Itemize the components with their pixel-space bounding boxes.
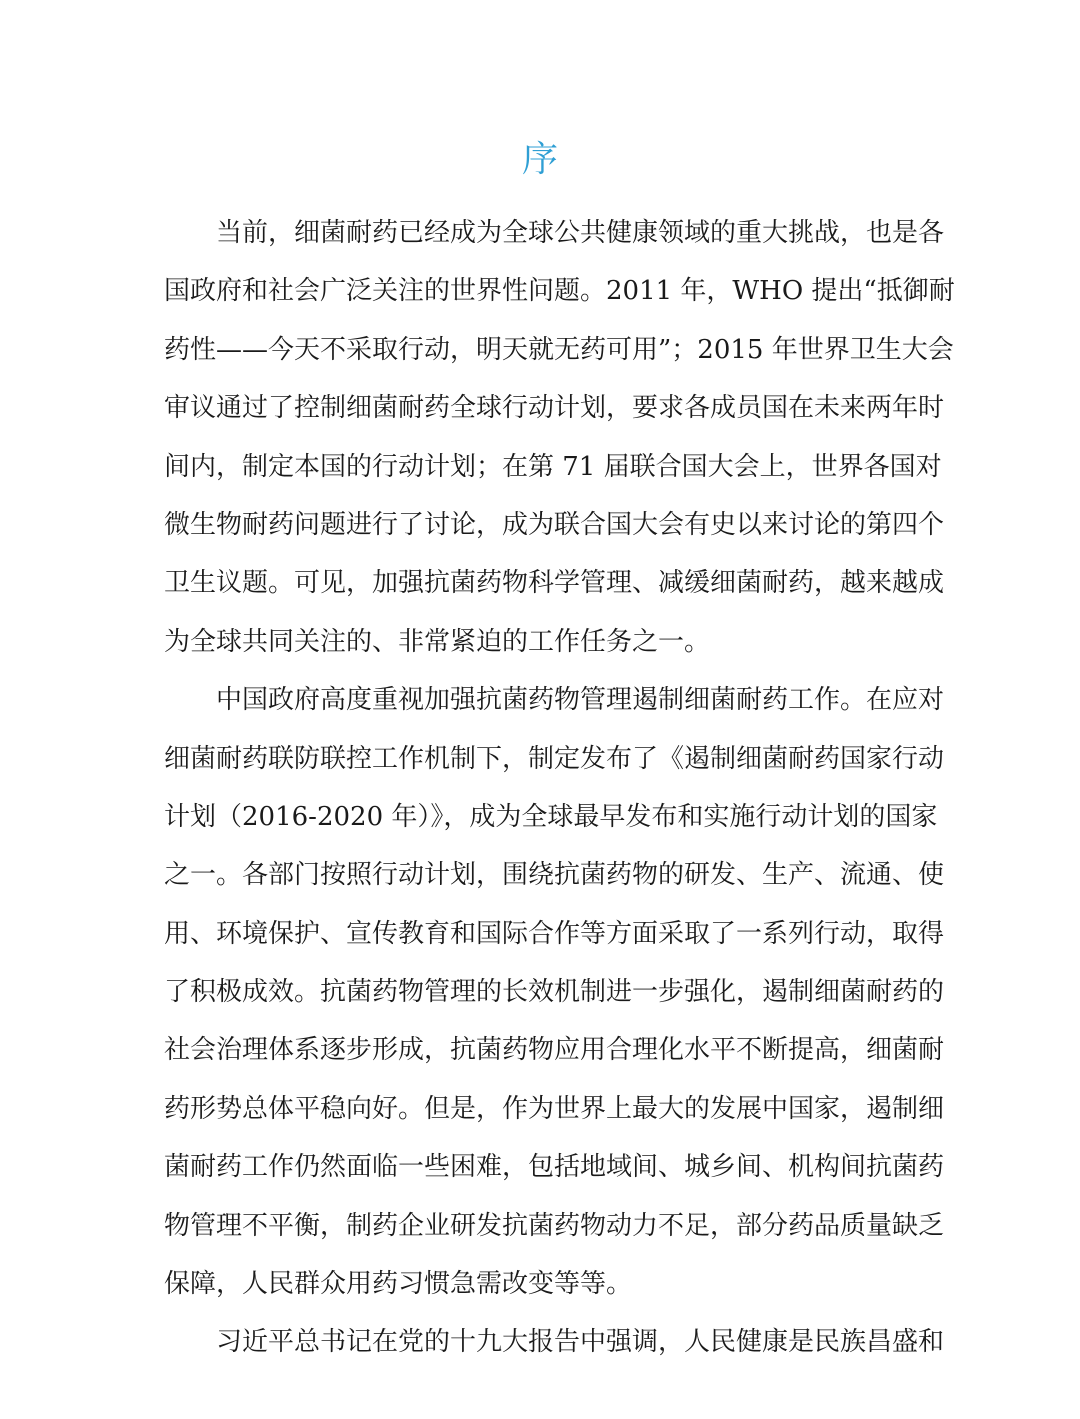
text-line: 保障，人民群众用药习惯急需改变等等。 [164, 1269, 633, 1300]
text-line: 中国政府高度重视加强抗菌药物管理遏制细菌耐药工作。在应对 [164, 685, 945, 716]
text-line: 用、环境保护、宣传教育和国际合作等方面采取了一系列行动，取得 [164, 918, 945, 949]
text-line: 了积极成效。抗菌药物管理的长效机制进一步强化，遏制细菌耐药的 [164, 977, 945, 1008]
paragraph-1 [164, 204, 955, 671]
text-line: 社会治理体系逐步形成，抗菌药物应用合理化水平不断提高，细菌耐 [164, 1035, 945, 1066]
page-title: 序 [521, 139, 558, 180]
text-line: 当前，细菌耐药已经成为全球公共健康领域的重大挑战，也是各 [164, 218, 945, 248]
text-line: 物管理不平衡，制药企业研发抗菌药物动力不足，部分药品质量缺乏 [164, 1210, 945, 1241]
text-line: 计划（2016-2020 年）》，成为全球最早发布和实施行动计划的国家 [164, 801, 938, 832]
text-line: 药性——今天不采取行动，明天就无药可用”；2015 年世界卫生大会 [164, 334, 954, 365]
text-line: 间内，制定本国的行动计划；在第 71 届联合国大会上，世界各国对 [164, 451, 942, 482]
text-line: 习近平总书记在党的十九大报告中强调，人民健康是民族昌盛和 [164, 1327, 945, 1358]
text-line: 之一。各部门按照行动计划，围绕抗菌药物的研发、生产、流通、使 [164, 860, 945, 891]
text-line: 药形势总体平稳向好。但是，作为世界上最大的发展中国家，遏制细 [164, 1093, 945, 1124]
text-line: 为全球共同关注的、非常紧迫的工作任务之一。 [164, 626, 711, 657]
paragraph-2 [164, 671, 945, 1313]
text-line: 微生物耐药问题进行了讨论，成为联合国大会有史以来讨论的第四个 [164, 509, 945, 540]
document-body [164, 204, 955, 1372]
text-line: 菌耐药工作仍然面临一些困难，包括地域间、城乡间、机构间抗菌药 [164, 1152, 945, 1183]
text-line: 细菌耐药联防联控工作机制下，制定发布了《遏制细菌耐药国家行动 [164, 743, 945, 774]
text-line: 审议通过了控制细菌耐药全球行动计划，要求各成员国在未来两年时 [164, 393, 945, 424]
text-line: 卫生议题。可见，加强抗菌药物科学管理、减缓细菌耐药，越来越成 [164, 568, 945, 599]
paragraph-3 [164, 1313, 945, 1371]
text-line: 国政府和社会广泛关注的世界性问题。2011 年，WHO 提出“抵御耐 [164, 276, 955, 307]
